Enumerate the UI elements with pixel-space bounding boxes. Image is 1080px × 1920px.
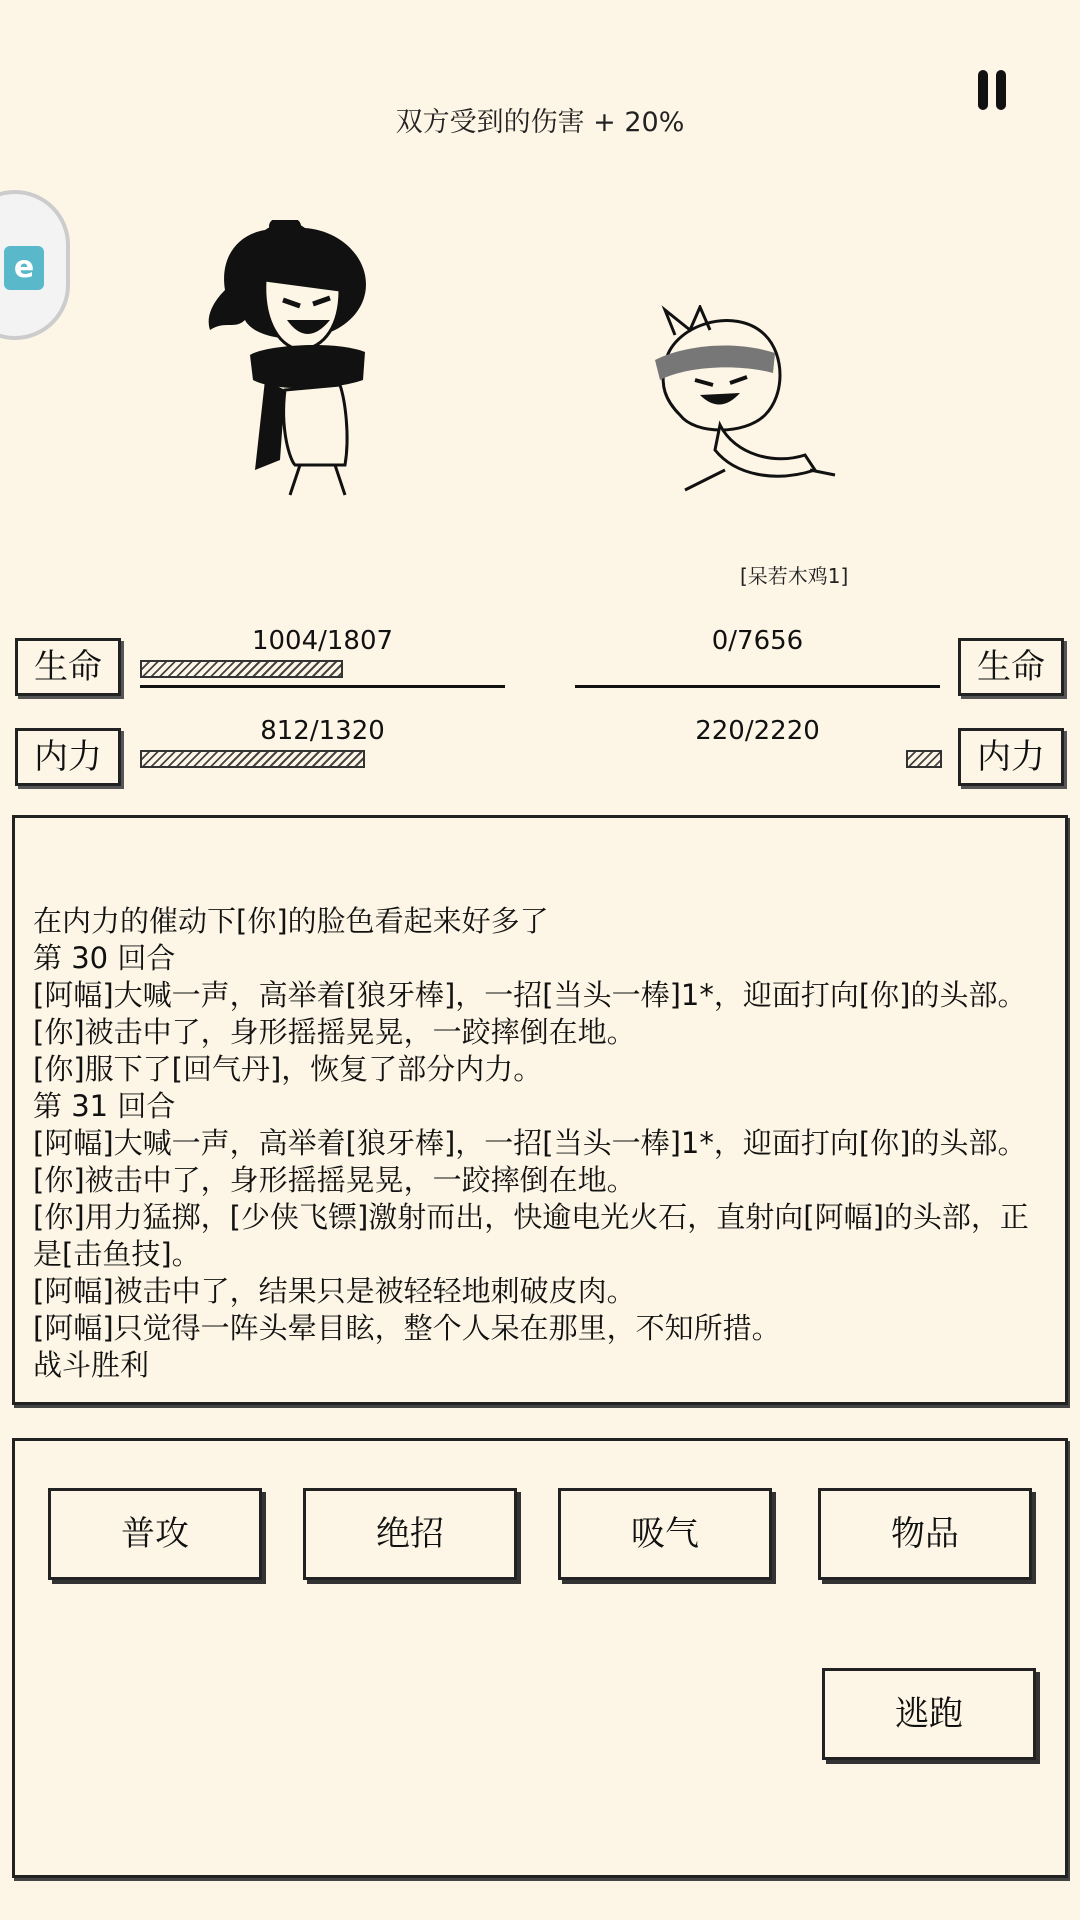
breathe-button[interactable]: 吸气: [558, 1488, 772, 1580]
log-line: [阿幅]大喊一声，高举着[狼牙棒]，一招[当头一棒]1*，迎面打向[你]的头部。: [33, 978, 1027, 1012]
flee-button[interactable]: 逃跑: [822, 1668, 1036, 1760]
floating-app-icon: e: [4, 246, 44, 290]
player-hp-label: 生命: [15, 638, 121, 696]
pause-button[interactable]: [970, 70, 1014, 114]
enemy-hp-text: 0/7656: [711, 626, 804, 656]
enemy-status-effect: [呆若木鸡1]: [740, 564, 849, 588]
player-hp-text: 1004/1807: [251, 626, 394, 656]
enemy-mp-text: 220/2220: [695, 716, 820, 746]
player-hp-bar: [140, 660, 343, 678]
log-line: [你]服下了[回气丹]，恢复了部分内力。: [33, 1052, 543, 1086]
player-mp-label: 内力: [15, 728, 121, 786]
damage-modifier-text: 双方受到的伤害 + 20%: [395, 107, 685, 138]
attack-button[interactable]: 普攻: [48, 1488, 262, 1580]
battle-log[interactable]: [12, 815, 1068, 1405]
log-line: [你]被击中了，身形摇摇晃晃，一跤摔倒在地。: [33, 1163, 636, 1197]
player-hp-track: [140, 685, 505, 688]
enemy-hp-label: 生命: [958, 638, 1064, 696]
player-mp-bar: [140, 750, 365, 768]
pause-icon: [978, 70, 988, 110]
player-mp-text: 812/1320: [260, 716, 385, 746]
enemy-character: [625, 305, 845, 505]
floating-assistant-button[interactable]: [0, 190, 70, 340]
enemy-mp-bar: [906, 750, 942, 768]
log-line: [阿幅]只觉得一阵头晕目眩，整个人呆在那里，不知所措。: [33, 1311, 781, 1345]
battle-log-lines: [33, 903, 1053, 1384]
log-line: 在内力的催动下[你]的脸色看起来好多了: [33, 904, 549, 938]
log-line: [你]被击中了，身形摇摇晃晃，一跤摔倒在地。: [33, 1015, 636, 1049]
log-line: 第 30 回合: [33, 941, 176, 975]
items-button[interactable]: 物品: [818, 1488, 1032, 1580]
enemy-mp-label: 内力: [958, 728, 1064, 786]
log-line: [阿幅]被击中了，结果只是被轻轻地刺破皮肉。: [33, 1274, 636, 1308]
log-line: [阿幅]大喊一声，高举着[狼牙棒]，一招[当头一棒]1*，迎面打向[你]的头部。: [33, 1126, 1027, 1160]
log-line: 战斗胜利: [33, 1348, 150, 1382]
log-line: 第 31 回合: [33, 1089, 176, 1123]
player-character: [195, 220, 415, 500]
skill-button[interactable]: 绝招: [303, 1488, 517, 1580]
log-line: [你]用力猛掷，[少侠飞镖]激射而出，快逾电光火石，直射向[阿幅]的头部，正是[击鱼技]。: [33, 1200, 1029, 1271]
enemy-hp-track: [575, 685, 940, 688]
